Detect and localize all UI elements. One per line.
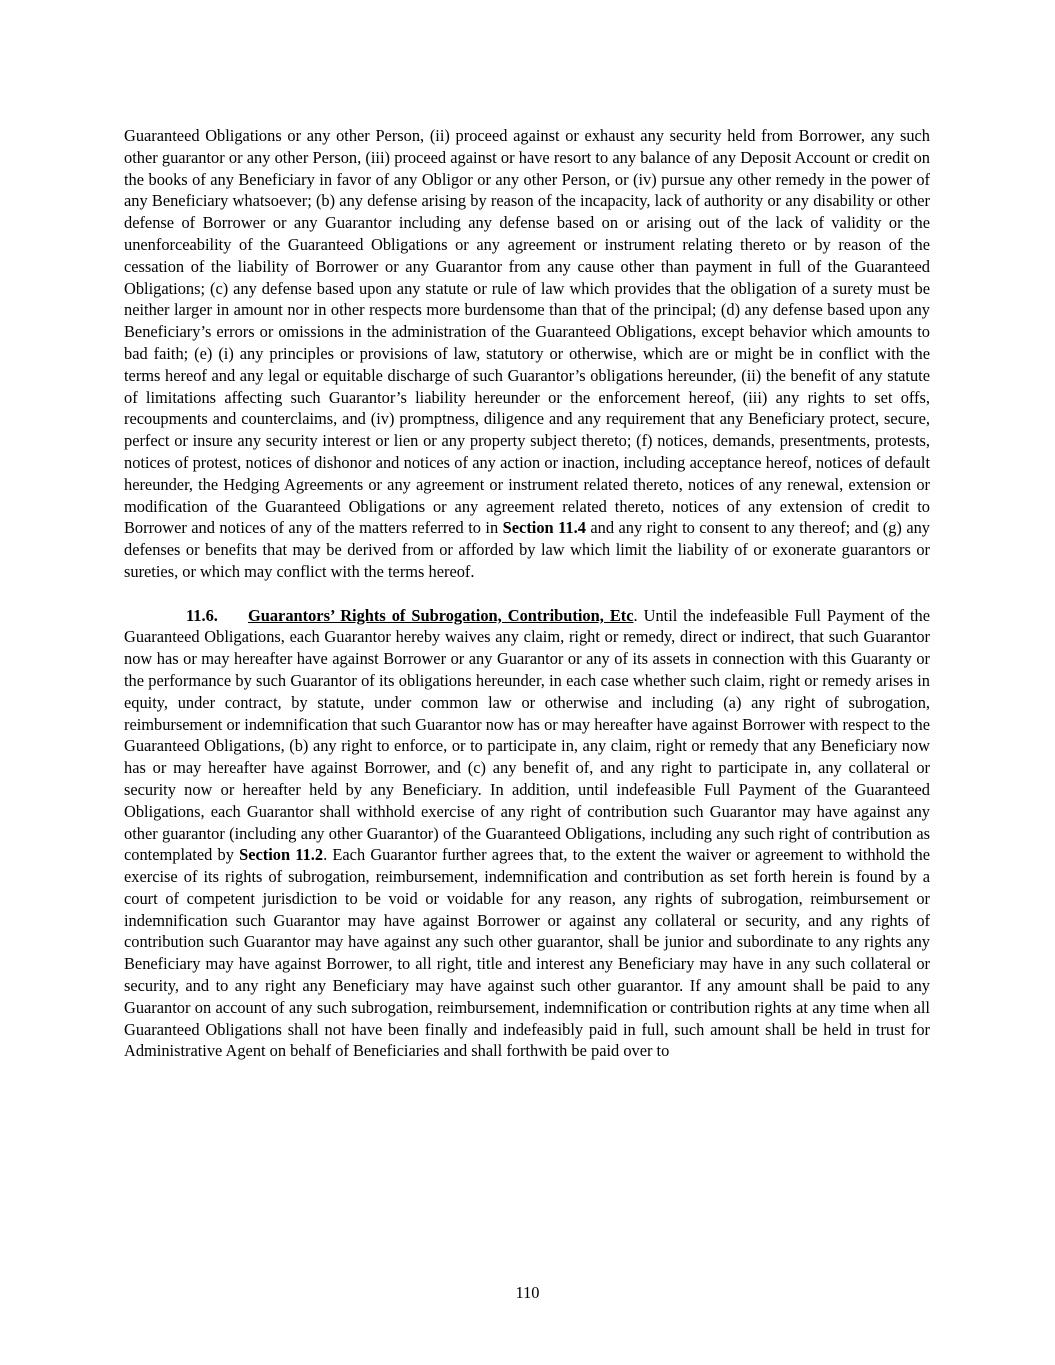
section-reference: Section 11.2	[239, 845, 324, 865]
paragraph-text: . Each Guarantor further agrees that, to the extent the waiver or agreement to withhold the exercise of its rights of subrogation, reimbursement, indemnification and contribution as set forth herein is found by a court of competent jurisdiction to be void or voidable for any reason, any rights of subrogation, reimbursement or indemnification such Guarantor may have against Borrower or against any collateral or security, and any rights of contribution such Guarantor may have against any such other guarantor, shall be junior and subordinate to any rights any Beneficiary may have against Borrower, to all right, title and interest any Beneficiary may have in any such collateral or security, and to any right any Beneficiary may have against such other guarantor. If any amount shall be paid to any Guarantor on account of any such subrogation, reimbursement, indemnification or contribution rights at any time when all Guaranteed Obligations shall not have been finally and indefeasibly paid in full, such amount shall be held in trust for Administrative Agent on behalf of Beneficiaries and shall forthwith be paid over to	[124, 845, 930, 1061]
paragraph-waiver-defenses	[124, 125, 930, 583]
section-reference: Section 11.4	[502, 518, 586, 538]
paragraph-text: Until the indefeasible Full Payment of the Guaranteed Obligations, each Guarantor hereby waives any claim, right or remedy, direct or indirect, that such Guarantor now has or may hereafter have against Borrower or any Guarantor or any of its assets in connection with this Guaranty or the performance by such Guarantor of its obligations hereunder, in each case whether such claim, right or remedy arises in equity, under contract, by statute, under common law or otherwise and including (a) any right of subrogation, reimbursement or indemnification that such Guarantor now has or may hereafter have against Borrower with respect to the Guaranteed Obligations, (b) any right to enforce, or to participate in, any claim, right or remedy that any Beneficiary now has or may hereafter have against Borrower, and (c) any benefit of, and any right to participate in, any collateral or security now or hereafter held by any Beneficiary. In addition, until indefeasible Full Payment of the Guaranteed Obligations, each Guarantor shall withhold exercise of any right of contribution such Guarantor may have against any other guarantor (including any other Guarantor) of the Guaranteed Obligations, including any such right of contribution as contemplated by	[124, 605, 930, 865]
paragraph-text: and any right to consent to any thereof; and (g) any defenses or benefits that may be derived from or afforded by law which limit the liability of or exonerate guarantors or sureties, or which may conflict with the terms hereof.	[124, 518, 930, 581]
paragraph-subrogation	[124, 605, 930, 1063]
page-number: 110	[515, 1283, 540, 1302]
paragraph-text: Guaranteed Obligations or any other Person, (ii) proceed against or exhaust any security held from Borrower, any such other guarantor or any other Person, (iii) proceed against or have resort to any balance of any Deposit Account or credit on the books of any Beneficiary in favor of any Obligor or any other Person, or (iv) pursue any other remedy in the power of any Beneficiary whatsoever; (b) any defense arising by reason of the incapacity, lack of authority or any disability or other defense of Borrower or any Guarantor including any defense based on or arising out of the lack of validity or the unenforceability of the Guaranteed Obligations or any agreement or instrument relating thereto or by reason of the cessation of the liability of Borrower or any Guarantor from any cause other than payment in full of the Guaranteed Obligations; (c) any defense based upon any statute or rule of law which provides that the obligation of a surety must be neither larger in amount nor in other respects more burdensome than that of the principal; (d) any defense based upon any Beneficiary’s errors or omissions in the administration of the Guaranteed Obligations, except behavior which amounts to bad faith; (e) (i) any principles or provisions of law, statutory or otherwise, which are or might be in conflict with the terms hereof and any legal or equitable discharge of such Guarantor’s obligations hereunder, (ii) the benefit of any statute of limitations affecting such Guarantor’s liability hereunder or the enforcement hereof, (iii) any rights to set offs, recoupments and counterclaims, and (iv) promptness, diligence and any requirement that any Beneficiary protect, secure, perfect or insure any security interest or lien or any property subject thereto; (f) notices, demands, presentments, protests, notices of protest, notices of dishonor and notices of any action or inaction, including acceptance hereof, notices of default hereunder, the Hedging Agreements or any agreement or instrument related thereto, notices of any renewal, extension or modification of the Guaranteed Obligations or any agreement related thereto, notices of any extension of credit to Borrower and notices of any of the matters referred to in	[124, 126, 930, 538]
heading-period: .	[633, 605, 638, 625]
section-heading: Guarantors’ Rights of Subrogation, Contribution, Etc	[248, 605, 634, 625]
document-body	[124, 125, 930, 1062]
section-number: 11.6.	[186, 605, 218, 625]
